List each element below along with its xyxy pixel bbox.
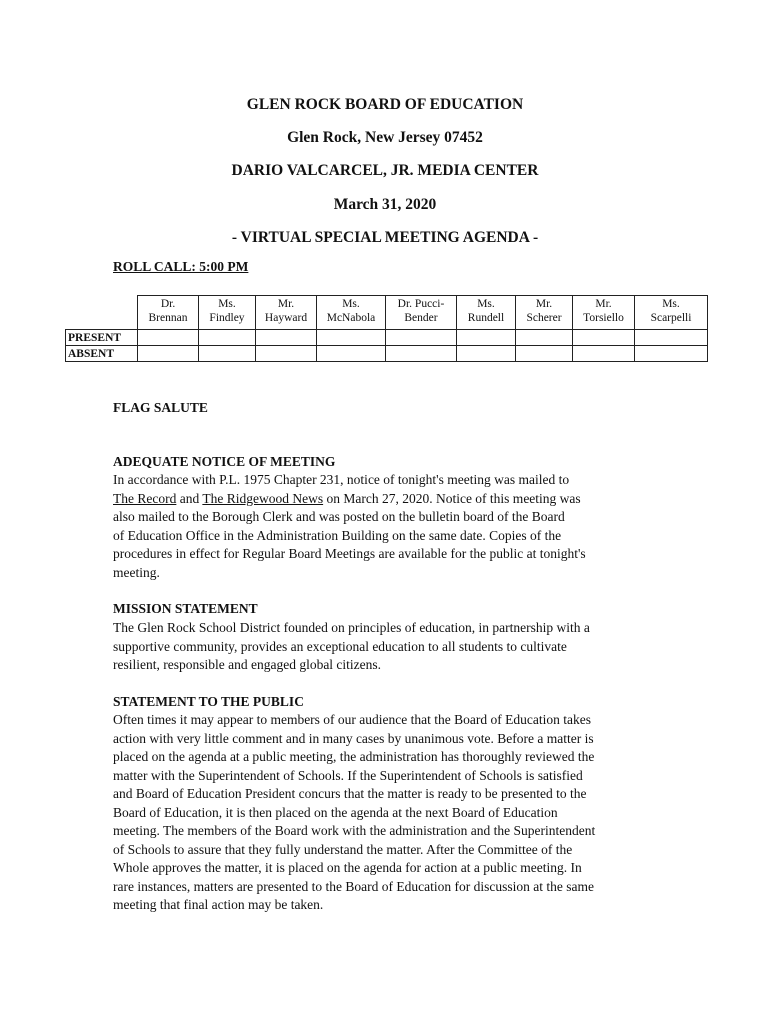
attendance-cell	[317, 330, 386, 346]
roll-call-corner-cell	[66, 296, 138, 330]
org-title: GLEN ROCK BOARD OF EDUCATION	[246, 96, 524, 113]
statement-line: of Schools to assure that they fully understand the matter. After the Committee of the	[113, 841, 573, 857]
absent-label: ABSENT	[66, 346, 138, 362]
attendance-cell	[516, 346, 573, 362]
record-newspaper-name: The Record	[113, 490, 177, 506]
attendance-cell	[386, 346, 457, 362]
member-torsiello: Mr. Torsiello	[573, 296, 635, 330]
roll-call-absent-row	[66, 346, 708, 362]
member-pucci-bender: Dr. Pucci- Bender	[386, 296, 457, 330]
attendance-cell	[256, 330, 317, 346]
attendance-cell	[635, 330, 708, 346]
attendance-cell	[138, 330, 199, 346]
member-hayward: Mr. Hayward	[256, 296, 317, 330]
flag-salute-title: FLAG SALUTE	[113, 400, 208, 415]
statement-line: meeting. The members of the Board work with the administration and the Superintendent	[113, 823, 596, 838]
notice-line: also mailed to the Borough Clerk and was posted on the bulletin board of the Board	[113, 509, 565, 524]
notice-line: procedures in effect for Regular Board Meetings are available for the public at tonight's	[113, 546, 586, 561]
statement-line: and Board of Education President concurs that the matter is ready to be presented to the	[113, 786, 587, 801]
member-rundell: Ms. Rundell	[457, 296, 516, 330]
roll-call-table	[65, 295, 708, 362]
statement-line: meeting that final action may be taken.	[113, 897, 324, 912]
attendance-cell	[573, 330, 635, 346]
member-findley: Ms. Findley	[199, 296, 256, 330]
attendance-cell	[635, 346, 708, 362]
notice-line: The Record and The Ridgewood News on March 27, 2020. Notice of this meeting was	[113, 490, 581, 506]
statement-line: Often times it may appear to members of our audience that the Board of Education takes	[113, 712, 591, 727]
notice-line: meeting.	[113, 564, 160, 580]
attendance-cell	[317, 346, 386, 362]
attendance-cell	[573, 346, 635, 362]
roll-call-present-row	[66, 330, 708, 346]
member-mcnabola: Ms. McNabola	[317, 296, 386, 330]
attendance-cell	[516, 330, 573, 346]
attendance-cell	[199, 330, 256, 346]
meeting-type-title: - VIRTUAL SPECIAL MEETING AGENDA -	[231, 229, 539, 246]
attendance-cell	[386, 330, 457, 346]
member-scherer: Mr. Scherer	[516, 296, 573, 330]
roll-call-header-row	[66, 296, 708, 330]
statement-line: matter with the Superintendent of Schools. If the Superintendent of Schools is satisfied	[113, 767, 583, 783]
statement-line: Whole approves the matter, it is placed on the agenda for action at a public meeting. In	[113, 860, 582, 875]
attendance-cell	[457, 330, 516, 346]
attendance-cell	[199, 346, 256, 362]
notice-paragraph	[113, 471, 658, 582]
public-statement-title: STATEMENT TO THE PUBLIC	[113, 694, 304, 709]
present-label: PRESENT	[66, 330, 138, 346]
ridgewood-news-name: The Ridgewood News	[202, 490, 324, 506]
statement-line: Board of Education, it is then placed on the agenda at the next Board of Education	[113, 804, 558, 820]
public-statement-paragraph	[113, 711, 658, 915]
mission-line: The Glen Rock School District founded on principles of education, in partnership with a	[113, 620, 590, 635]
meeting-date: March 31, 2020	[333, 196, 437, 213]
member-brennan: Dr. Brennan	[138, 296, 199, 330]
attendance-cell	[457, 346, 516, 362]
statement-line: rare instances, matters are presented to the Board of Education for discussion at the same	[113, 878, 594, 894]
statement-line: placed on the agenda at a public meeting, the administration has thoroughly reviewed the	[113, 749, 595, 764]
notice-title: ADEQUATE NOTICE OF MEETING	[113, 454, 336, 469]
mission-line: supportive community, provides an exceptional education to all students to cultivate	[113, 638, 567, 654]
attendance-cell	[138, 346, 199, 362]
roll-call-title: ROLL CALL: 5:00 PM	[113, 259, 249, 274]
statement-line: action with very little comment and in many cases by unanimous vote. Before a matter is	[113, 730, 594, 746]
mission-line: resilient, responsible and engaged global citizens.	[113, 657, 382, 672]
attendance-cell	[256, 346, 317, 362]
venue-title: DARIO VALCARCEL, JR. MEDIA CENTER	[231, 162, 539, 179]
notice-line: In accordance with P.L. 1975 Chapter 231, notice of tonight's meeting was mailed to	[113, 472, 570, 487]
notice-line: of Education Office in the Administration Building on the same date. Copies of the	[113, 527, 562, 543]
mission-paragraph	[113, 619, 658, 675]
mission-title: MISSION STATEMENT	[113, 601, 258, 616]
member-scarpelli: Ms. Scarpelli	[635, 296, 708, 330]
org-address: Glen Rock, New Jersey 07452	[287, 129, 483, 146]
